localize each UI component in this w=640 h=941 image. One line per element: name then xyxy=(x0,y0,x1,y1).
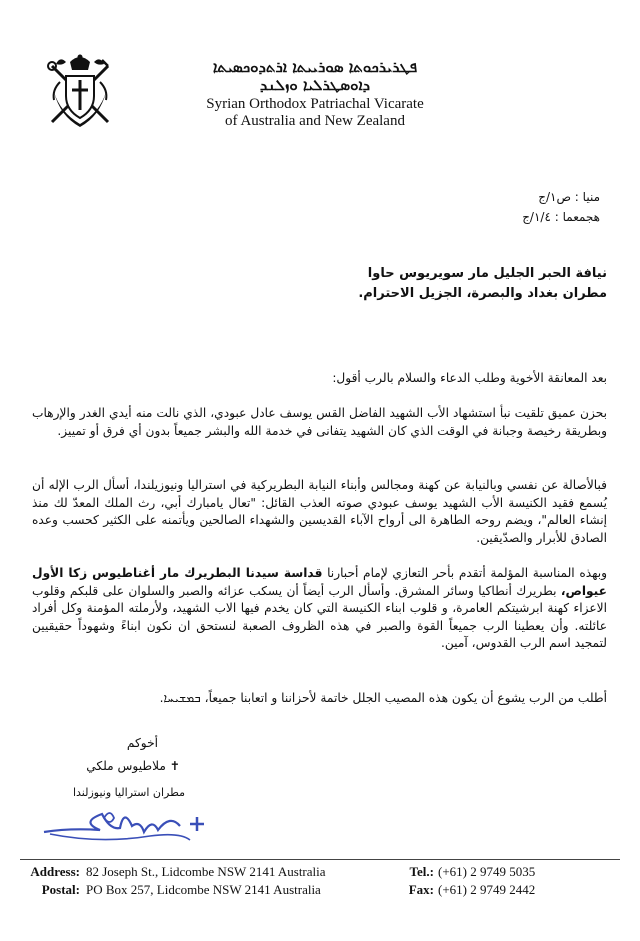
letter-paragraph-4: أطلب من الرب يشوع أن يكون هذه المصيب الجلل خاتمة لأحزاننا و اتعابنا جميعاً، ܒܡܫܝܚܐ. xyxy=(159,691,607,705)
fax-label: Fax: xyxy=(408,882,434,897)
recipient-line-2: مطران بغداد والبصرة، الجزيل الاحترام. xyxy=(358,286,607,301)
header-org-line-1: Syrian Orthodox Patriachal Vicarate xyxy=(206,96,424,112)
recipient-line-1: نيافة الحبر الجليل مار سويريوس حاوا xyxy=(367,266,607,281)
reference-date: هجمعما : ١/٤/ج xyxy=(522,210,600,224)
closing-name: ✝ ملاطيوس ملكي xyxy=(86,759,180,773)
reference-number: منيا : ص١/ج xyxy=(538,190,600,204)
patriarchal-emblem-icon xyxy=(40,52,120,128)
closing-brother: أخوكم xyxy=(126,736,158,750)
postal-label: Postal: xyxy=(41,882,80,897)
postal-value: PO Box 257, Lidcombe NSW 2141 Australia xyxy=(86,882,321,897)
handwritten-signature xyxy=(40,800,225,852)
patriarch-name: قداسة سيدنا البطريرك مار أغناطيوس زكا الأول عيواص، xyxy=(32,566,607,598)
header-syriac-line-2: ܕܐܘܣܛܪܠܝܐ ܘܙܠܢܕ xyxy=(259,76,371,94)
address-label: Address: xyxy=(30,864,80,879)
letter-paragraph-2: فبالأصالة عن نفسي وبالنيابة عن كهنة ومجالس وأبناء النيابة البطريركية في استراليا ونيوزيلندا، أسأل الرب الإله أن يُسمع فقيد الكنيسة الأب الشهيد يوسف عبودي صوته العذب القائل: "تعال يامبارك أبي، رث الملك المعدّ لك منذ إنشاء العالم"، ويضم روحه الطاهرة الى أرواح الآباء القديسين والشهداء الصالحين ويأتمنه على الكثير كحسب وعده الصادق للأبرار والصدّيقين. xyxy=(32,478,607,545)
footer-contact-block xyxy=(20,859,620,897)
fax-value: (+61) 2 9749 2442 xyxy=(438,882,536,897)
header-syriac-line-1: ܦܛܪܝܪܟܘܬܐ ܣܘܪܝܝܬܐ ܐܪܬܕܘܟܣܝܬܐ xyxy=(212,58,418,76)
letter-paragraph-1: بحزن عميق تلقيت نبأ استشهاد الأب الشهيد الفاضل القس يوسف عادل عبودي، الذي نالت منه أيدي الغدر والإرهاب وبطريقة رخيصة وجبانة في الوقت الذي كان الشهيد يتفانى في خدمة الله والبشر جميعاً بدون أي فرق أو تمييز. xyxy=(32,406,607,438)
tel-label: Tel.: xyxy=(409,864,434,879)
para3-start: وبهذه المناسبة المؤلمة أتقدم بأحر التعازي لإمام أحبارنا xyxy=(322,566,607,580)
letter-greeting: بعد المعانقة الأخوية وطلب الدعاء والسلام بالرب أقول: xyxy=(332,371,607,385)
para3-end: بطريرك أنطاكيا وسائر المشرق. وأسأل الرب أيضاً أن يسكب عزائه والصبر والسلوان على قلبكم وقلوب الاعزاء كهنة ابرشيتكم العامرة، و قلوب ابناء الكنيسة التي كان يخدم فيها الاب الشهيد، ولأرملته المؤمنة وكل أفراد عائلته. وأن يعطينا الرب جميعاً القوة والصبر في هذه الظروف الصعبة لنستحق ان نكون ابناءً وشهوداً حقيقيين لتمجيد اسم الرب القدوس، آمين. xyxy=(32,583,607,650)
address-value: 82 Joseph St., Lidcombe NSW 2141 Australia xyxy=(86,864,326,879)
tel-value: (+61) 2 9749 5035 xyxy=(438,864,536,879)
letter-paragraph-3 xyxy=(32,565,607,653)
header-org-line-2: of Australia and New Zealand xyxy=(225,113,405,129)
closing-title: مطران استراليا ونيوزلندا xyxy=(72,786,185,799)
